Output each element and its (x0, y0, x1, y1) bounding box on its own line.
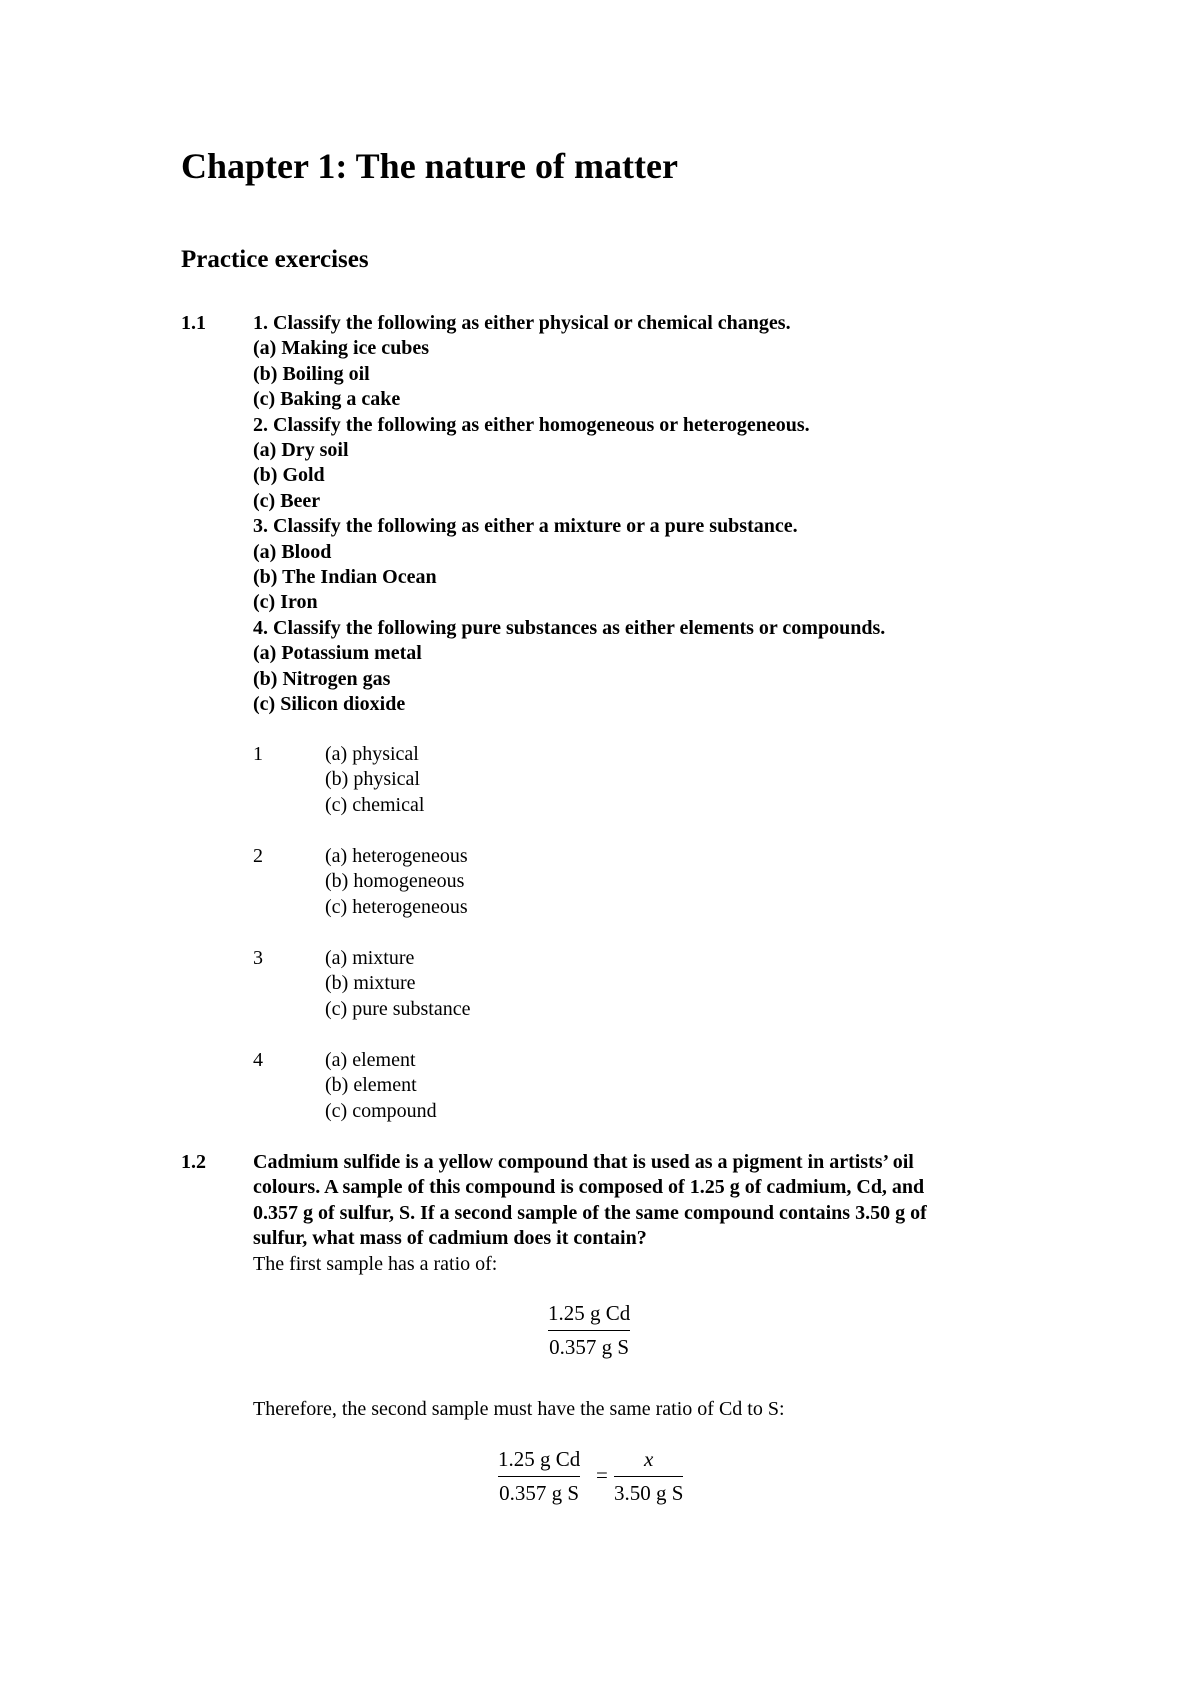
question-line: Cadmium sulfide is a yellow compound that is used as a pigment in artists’ oil (253, 1151, 914, 1173)
answer-item: (b) homogeneous (325, 870, 465, 893)
exercise-1-1-question (253, 311, 885, 718)
fraction-denominator: 3.50 g S (614, 1481, 684, 1505)
question-line: (a) Potassium metal (253, 642, 422, 665)
question-line: 1. Classify the following as either physical or chemical changes. (253, 312, 791, 334)
section-heading: Practice exercises (181, 246, 369, 273)
question-line: (b) Boiling oil (253, 362, 370, 385)
question-line: (a) Blood (253, 540, 332, 563)
question-line: 0.357 g of sulfur, S. If a second sample of the same compound contains 3.50 g of (253, 1201, 927, 1224)
answer-number-1: 1 (253, 743, 263, 765)
question-line: (c) Beer (253, 489, 321, 512)
answer-item: (b) mixture (325, 972, 416, 995)
question-line: (a) Dry soil (253, 439, 349, 462)
question-line: (c) Silicon dioxide (253, 693, 406, 716)
answer-item: (c) compound (325, 1099, 437, 1122)
question-line: 4. Classify the following pure substances as either elements or compounds. (253, 616, 886, 639)
answer-number-4: 4 (253, 1049, 263, 1071)
answer-item: (b) physical (325, 768, 420, 791)
fraction-numerator-variable: x (644, 1447, 654, 1471)
question-line: (a) Making ice cubes (253, 337, 430, 360)
question-line: (b) The Indian Ocean (253, 566, 437, 589)
explanation-text: Therefore, the second sample must have the same ratio of Cd to S: (253, 1398, 785, 1420)
exercise-1-2-question (253, 1150, 927, 1252)
answer-group-3 (325, 946, 471, 1022)
answer-item: (a) heterogeneous (325, 845, 468, 867)
equation-left-fraction (498, 1446, 580, 1506)
answer-item: (c) chemical (325, 793, 425, 816)
exercise-number-1-2: 1.2 (181, 1151, 206, 1173)
ratio-intro-text: The first sample has a ratio of: (253, 1253, 498, 1275)
question-line: 2. Classify the following as either homogeneous or heterogeneous. (253, 413, 810, 436)
answer-item: (b) element (325, 1074, 417, 1097)
answer-number-3: 3 (253, 947, 263, 969)
question-line: (b) Gold (253, 464, 325, 487)
answer-item: (c) pure substance (325, 997, 471, 1020)
answer-group-2 (325, 844, 468, 920)
exercise-number-1-1: 1.1 (181, 312, 206, 334)
fraction-bar (548, 1330, 630, 1331)
answer-item: (a) mixture (325, 947, 415, 969)
equals-sign: = (596, 1463, 608, 1487)
question-line: (b) Nitrogen gas (253, 667, 391, 690)
page-title: Chapter 1: The nature of matter (181, 146, 678, 186)
answer-group-4 (325, 1048, 437, 1124)
question-line: (c) Iron (253, 591, 318, 614)
answer-item: (c) heterogeneous (325, 895, 468, 918)
question-line: sulfur, what mass of cadmium does it contain? (253, 1227, 647, 1250)
fraction-numerator: 1.25 g Cd (548, 1301, 631, 1325)
fraction-denominator: 0.357 g S (499, 1481, 580, 1505)
question-line: 3. Classify the following as either a mixture or a pure substance. (253, 515, 798, 538)
question-line: (c) Baking a cake (253, 388, 401, 411)
equation-right-fraction (614, 1446, 683, 1506)
fraction-numerator: 1.25 g Cd (498, 1447, 581, 1471)
answer-item: (a) element (325, 1049, 416, 1071)
fraction-bar (614, 1476, 683, 1477)
answer-group-1 (325, 742, 424, 818)
answer-number-2: 2 (253, 845, 263, 867)
question-line: colours. A sample of this compound is composed of 1.25 g of cadmium, Cd, and (253, 1176, 925, 1199)
fraction-bar (498, 1476, 580, 1477)
ratio-fraction (548, 1300, 630, 1360)
fraction-denominator: 0.357 g S (549, 1335, 630, 1359)
answer-item: (a) physical (325, 743, 419, 765)
